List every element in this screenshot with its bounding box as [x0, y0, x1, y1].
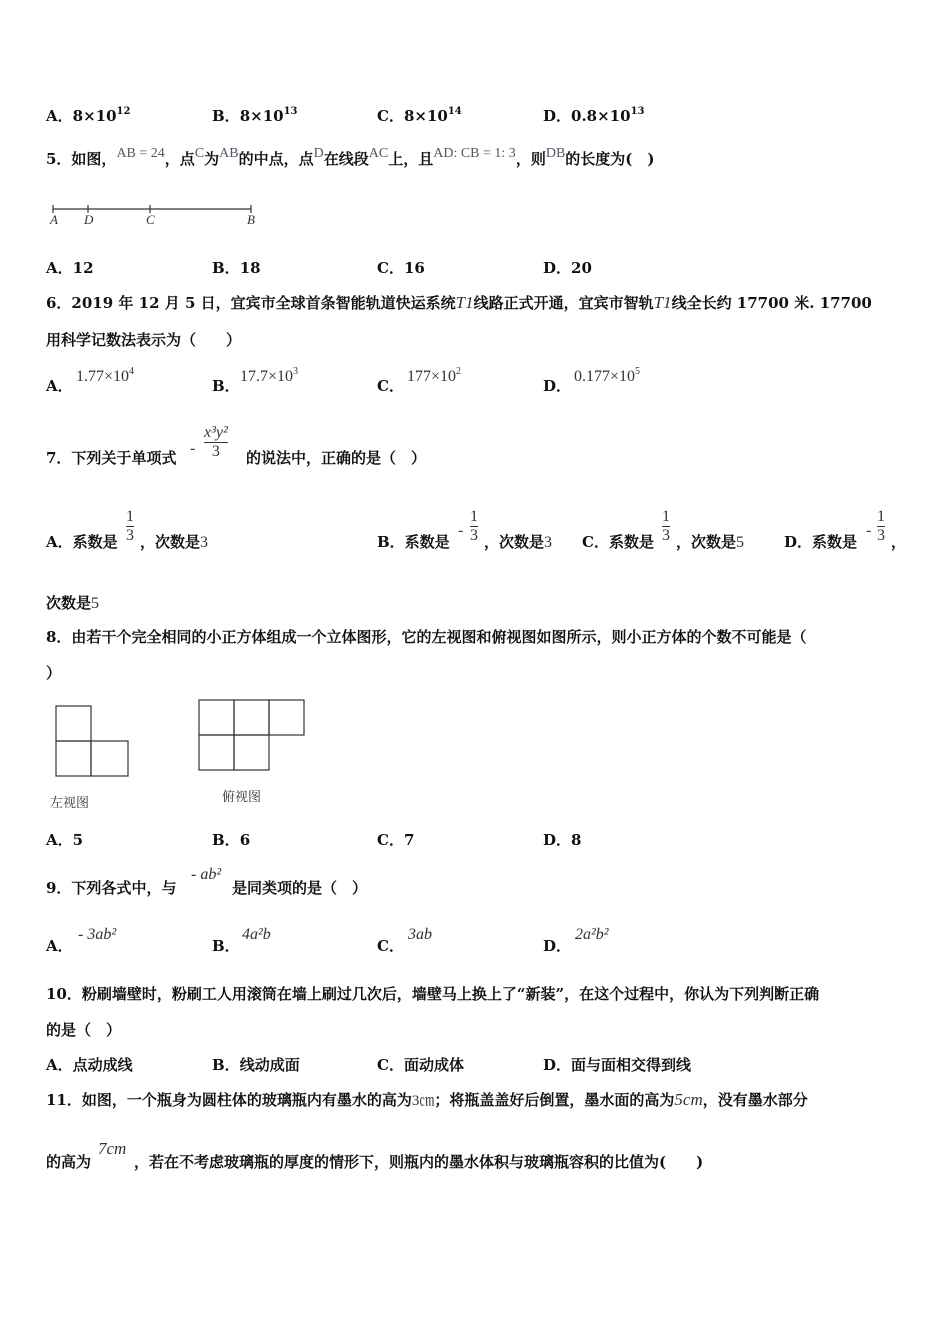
q9-option-c-label: C． — [377, 937, 404, 955]
q4-option-d: D．$0.8\times 10^{13}$ — [543, 106, 645, 125]
q8-top-view-caption: 俯视图 — [222, 789, 262, 804]
q5-option-a: A．12 — [46, 259, 94, 277]
q8-top-view-figure — [197, 698, 307, 772]
q9-option-d-value: 2a²b² — [575, 926, 609, 943]
q8-stem-line2: ） — [46, 664, 62, 682]
q11-stem-line2a: 的高为 — [46, 1153, 92, 1171]
q7-option-c-degree: ，次数是5 — [676, 533, 745, 551]
q7-option-a-fraction: 1 3 — [126, 508, 134, 544]
q11-stem-line1: 11．如图，一个瓶身为圆柱体的玻璃瓶内有墨水的高为3㎝；将瓶盖盖好后倒置，墨水面的高为5cm，没有墨水部分 — [46, 1090, 808, 1109]
q10-option-d: D．面与面相交得到线 — [543, 1056, 692, 1074]
q5-label-b: B — [247, 212, 255, 227]
q4-option-a: A．$8\times 10^{12}$ — [46, 106, 131, 125]
q7-option-a-degree: ，次数是3 — [140, 533, 209, 551]
q8-stem-line1: 8．由若干个完全相同的小正方体组成一个立体图形，它的左视图和俯视图如图所示，则小正方体的个数不可能是（ — [46, 628, 807, 646]
q6-option-a-label: A． — [46, 377, 73, 395]
q9-stem-a: 9．下列各式中，与 — [46, 879, 177, 897]
q8-option-a: A．5 — [46, 831, 84, 849]
q5-label-a: A — [50, 212, 58, 227]
q9-option-d-label: D． — [543, 937, 572, 955]
q5-option-b: B．18 — [212, 259, 261, 277]
q6-option-a-value: $1.77\times 10^4$ — [76, 366, 135, 385]
q6-option-c-value: $177\times 10^2$ — [407, 366, 462, 385]
q5-label-c: C — [146, 212, 155, 227]
q9-option-b-value: 4a²b — [242, 926, 271, 943]
q10-option-b: B．线动成面 — [212, 1056, 300, 1074]
q10-option-a: A．点动成线 — [46, 1056, 133, 1074]
q7-option-d-label: D．系数是 — [784, 533, 858, 551]
q11-height-7cm: 7cm — [98, 1139, 127, 1158]
q9-option-a-value: - 3ab² — [78, 926, 117, 943]
q8-option-c: C．7 — [377, 831, 415, 849]
q7-option-d-comma: ， — [891, 533, 907, 551]
q8-option-b: B．6 — [212, 831, 251, 849]
q7-option-c-label: C．系数是 — [582, 533, 654, 551]
q5-option-c: C．16 — [377, 259, 425, 277]
q10-stem-line1: 10．粉刷墙壁时，粉刷工人用滚筒在墙上刷过几次后，墙壁马上换上了“新装”，在这个过程中，你认为下列判断正确 — [46, 985, 820, 1003]
q5-option-d: D．20 — [543, 259, 592, 277]
q7-stem-a: 7．下列关于单项式 — [46, 449, 177, 467]
q10-stem-line2: 的是（ ） — [46, 1021, 122, 1039]
q8-option-d: D．8 — [543, 831, 582, 849]
q8-left-view-figure — [54, 704, 132, 778]
q4-option-c: C．$8\times 10^{14}$ — [377, 106, 462, 125]
q7-option-d-degree: 次数是5 — [46, 594, 100, 612]
q6-option-b-value: $17.7\times 10^3$ — [240, 366, 299, 385]
q7-option-d-minus: - — [866, 522, 872, 539]
q4-option-b: B．$8\times 10^{13}$ — [212, 106, 298, 125]
q7-option-a-label: A．系数是 — [46, 533, 118, 551]
q7-option-c-fraction: 1 3 — [662, 508, 670, 544]
q6-stem-line2: 用科学记数法表示为（ ） — [46, 331, 242, 349]
q7-minus: - — [190, 440, 196, 457]
q6-option-d-label: D． — [543, 377, 572, 395]
q5-label-d: D — [84, 212, 94, 227]
q10-option-c: C．面动成体 — [377, 1056, 464, 1074]
q8-left-view-caption: 左视图 — [50, 795, 90, 810]
q9-term: - ab² — [191, 866, 222, 883]
q6-stem-line1: 6．2019 年 12 月 5 日，宜宾市全球首条智能轨道快运系统T1线路正式开通，宜宾市智轨T1线全长约 17700 米. 17700 — [46, 293, 872, 312]
q7-option-b-label: B．系数是 — [377, 533, 450, 551]
q9-option-c-value: 3ab — [408, 926, 432, 943]
q9-stem-b: 是同类项的是（ ） — [232, 879, 368, 897]
q7-option-b-minus: - — [458, 522, 464, 539]
q6-option-d-value: $0.177\times 10^5$ — [574, 366, 641, 385]
q11-stem-line2b: ，若在不考虑玻璃瓶的厚度的情形下，则瓶内的墨水体积与玻璃瓶容积的比值为( ) — [134, 1153, 704, 1171]
q7-option-d-fraction: 1 3 — [877, 508, 885, 544]
q5-stem: 5．如图，AB = 24，点C为AB的中点，点D在线段AC上，且AD: CB = 1: 3，则DB的长度为( ) — [46, 146, 655, 168]
q7-monomial-fraction: x³y² 3 — [204, 424, 228, 460]
q9-option-b-label: B． — [212, 937, 240, 955]
q7-option-b-degree: ，次数是3 — [484, 533, 553, 551]
q6-option-b-label: B． — [212, 377, 240, 395]
q7-option-b-fraction: 1 3 — [470, 508, 478, 544]
q6-option-c-label: C． — [377, 377, 404, 395]
q9-option-a-label: A． — [46, 937, 73, 955]
q7-stem-b: 的说法中，正确的是（ ） — [246, 449, 427, 467]
